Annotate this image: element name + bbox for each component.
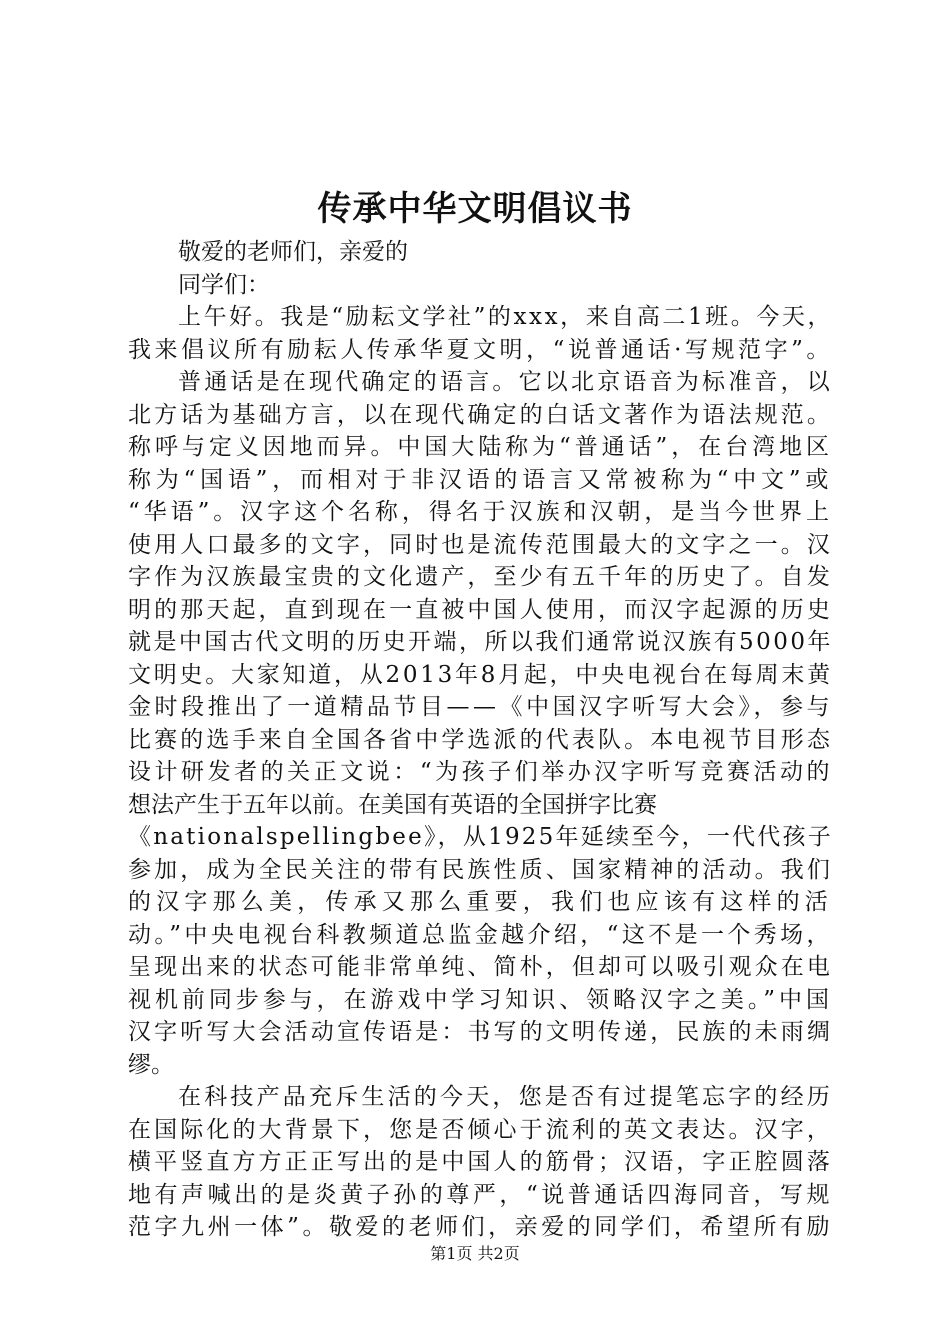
text-line: 横平竖直方方正正写出的是中国人的筋骨；汉语，字正腔圆落: [128, 1149, 833, 1175]
page-footer: 第1页 共2页: [430, 1244, 520, 1263]
text-line: 参加，成为全民关注的带有民族性质、国家精神的活动。我们: [128, 856, 833, 883]
text-line: 比赛的选手来自全国各省中学选派的代表队。本电视节目形态: [128, 726, 833, 753]
text-line: 范字九州一体”。敬爱的老师们，亲爱的同学们，希望所有励: [128, 1214, 833, 1240]
text-line: 《nationalspellingbee》，从1925年延续至今，一代代孩子: [128, 824, 833, 850]
text-line: 在科技产品充斥生活的今天，您是否有过提笔忘字的经历: [178, 1084, 833, 1110]
text-line: 缪。: [128, 1051, 174, 1078]
text-line: 在国际化的大背景下，您是否倾心于流利的英文表达。汉字，: [128, 1116, 833, 1143]
document-title: 传承中华文明倡议书: [317, 189, 633, 229]
text-line: 使用人口最多的文字，同时也是流传范围最大的文字之一。汉: [128, 531, 833, 558]
document-body: [128, 236, 833, 1244]
text-line: 北方话为基础方言，以在现代确定的白话文著作为语法规范。: [128, 401, 833, 428]
text-line: 视机前同步参与，在游戏中学习知识、领略汉字之美。”中国: [128, 986, 833, 1013]
text-line: 就是中国古代文明的历史开端，所以我们通常说汉族有5000年: [128, 629, 833, 655]
text-line: 明的那天起，直到现在一直被中国人使用，而汉字起源的历史: [128, 596, 833, 623]
text-line: 敬爱的老师们，亲爱的: [178, 239, 408, 265]
text-line: 地有声喊出的是炎黄子孙的尊严，“说普通话四海同音，写规: [128, 1181, 833, 1208]
text-line: 想法产生于五年以前。在美国有英语的全国拼字比赛: [128, 791, 657, 818]
text-line: 普通话是在现代确定的语言。它以北京语音为标准音，以: [178, 369, 833, 395]
text-line: 字作为汉族最宝贵的文化遗产，至少有五千年的历史了。自发: [128, 564, 833, 590]
text-line: 金时段推出了一道精品节目——《中国汉字听写大会》，参与: [128, 694, 833, 720]
text-line: 文明史。大家知道，从2013年8月起，中央电视台在每周末黄: [128, 661, 833, 688]
text-line: 汉字听写大会活动宣传语是：书写的文明传递，民族的未雨绸: [128, 1019, 833, 1045]
text-line: 设计研发者的关正文说：“为孩子们举办汉字听写竞赛活动的: [128, 759, 833, 785]
text-line: 呈现出来的状态可能非常单纯、简朴，但却可以吸引观众在电: [128, 954, 833, 980]
text-line: 上午好。我是“励耘文学社”的xxx，来自高二1班。今天，: [178, 304, 833, 330]
text-line: 动。”中央电视台科教频道总监金越介绍，“这不是一个秀场，: [128, 921, 833, 948]
text-line: 的汉字那么美，传承又那么重要，我们也应该有这样的活: [128, 889, 833, 915]
text-line: 我来倡议所有励耘人传承华夏文明，“说普通话·写规范字”。: [128, 336, 833, 363]
text-line: 称为“国语”，而相对于非汉语的语言又常被称为“中文”或: [128, 466, 833, 493]
text-line: 同学们：: [178, 271, 270, 298]
text-line: “华语”。汉字这个名称，得名于汉族和汉朝，是当今世界上: [128, 499, 833, 525]
text-line: 称呼与定义因地而异。中国大陆称为“普通话”，在台湾地区: [128, 434, 833, 460]
